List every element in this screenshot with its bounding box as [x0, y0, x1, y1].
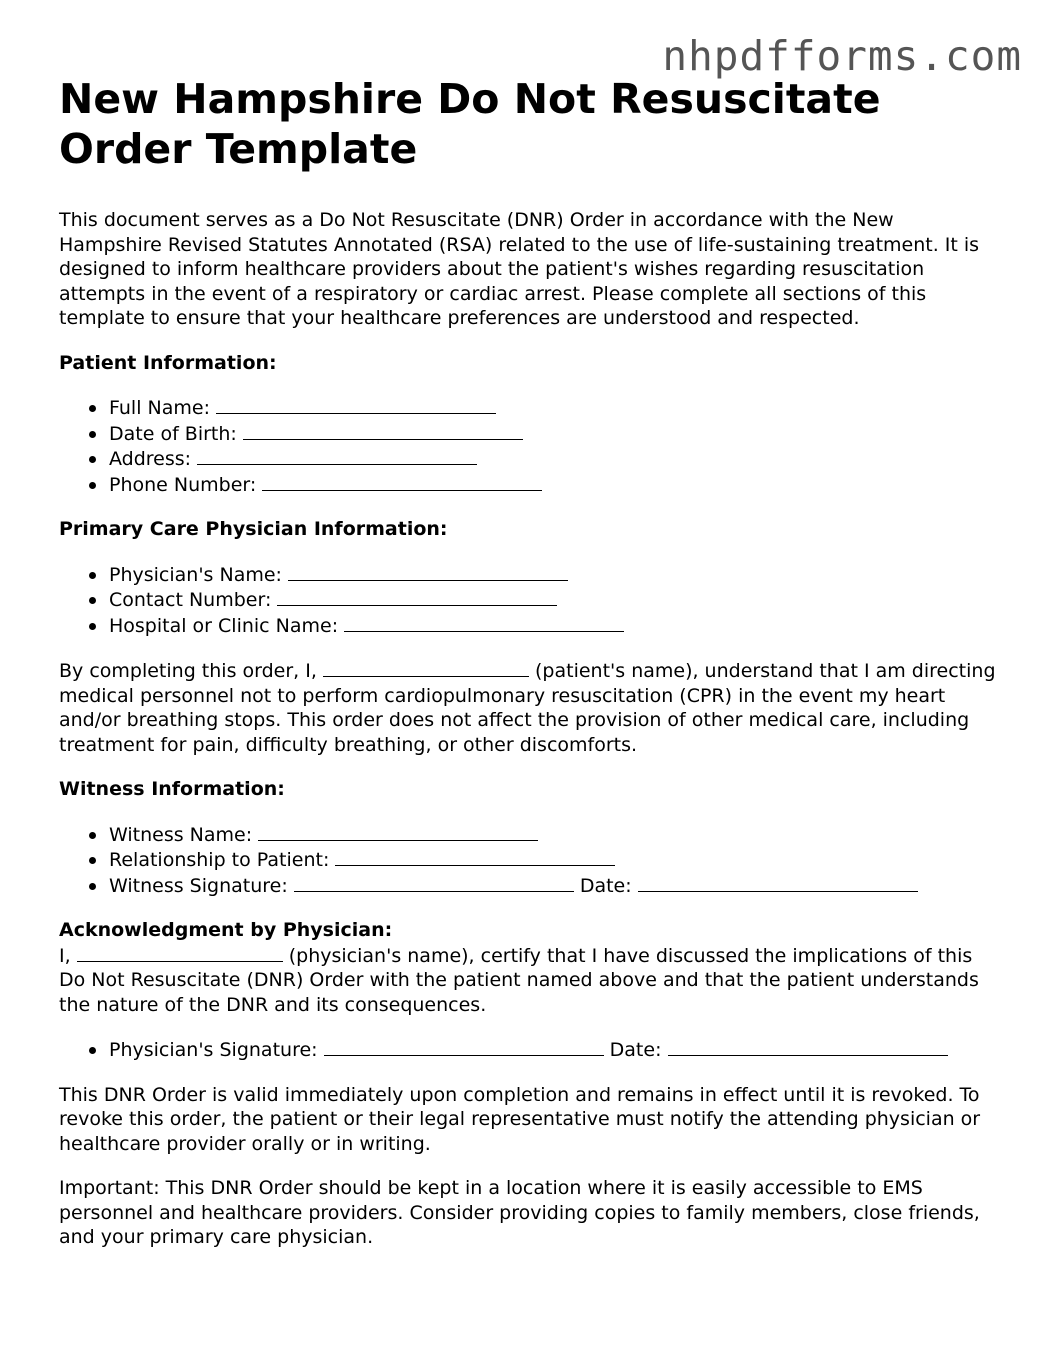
document-page — [59, 74, 999, 1270]
hospital-name-blank[interactable] — [344, 613, 624, 632]
physician-signature-blank[interactable] — [324, 1037, 604, 1056]
physician-fields — [59, 562, 999, 639]
witness-signature-field: Witness Signature: Date: — [109, 873, 999, 899]
physician-section-heading: Primary Care Physician Information: — [59, 518, 448, 540]
witness-date-blank[interactable] — [638, 873, 918, 892]
witness-name-blank[interactable] — [258, 822, 538, 841]
relationship-field: Relationship to Patient: — [109, 847, 999, 873]
witness-name-field: Witness Name: — [109, 822, 999, 848]
phone-number-blank[interactable] — [262, 472, 542, 491]
contact-number-field: Contact Number: — [109, 587, 999, 613]
physician-printed-name-blank[interactable] — [77, 943, 283, 962]
full-name-blank[interactable] — [216, 395, 496, 414]
watermark: nhpdfforms.com — [662, 32, 1022, 80]
address-blank[interactable] — [197, 446, 477, 465]
acknowledgment-heading: Acknowledgment by Physician: — [59, 919, 393, 941]
acknowledgment-fields — [59, 1037, 999, 1063]
phone-number-field: Phone Number: — [109, 472, 999, 498]
witness-fields — [59, 822, 999, 899]
full-name-field: Full Name: — [109, 395, 999, 421]
important-paragraph: Important: This DNR Order should be kept in a location where it is easily accessible to EMS personnel and healthcare providers. Consider providing copies to family members, close friends, and your primary care physician. — [59, 1177, 980, 1248]
date-of-birth-blank[interactable] — [243, 421, 523, 440]
consent-paragraph: By completing this order, I, (patient's name), understand that I am directing medical personnel not to perform cardiopulmonary resuscitation (CPR) in the event my heart and/or breathing stops. This order does not affect the provision of other medical care, including treatment for pain, difficulty breathing, or other discomforts. — [59, 660, 996, 756]
patient-name-blank[interactable] — [323, 658, 529, 677]
physician-name-blank[interactable] — [288, 562, 568, 581]
physician-signature-field: Physician's Signature: Date: — [109, 1037, 999, 1063]
date-of-birth-field: Date of Birth: — [109, 421, 999, 447]
physician-name-field: Physician's Name: — [109, 562, 999, 588]
intro-paragraph: This document serves as a Do Not Resuscitate (DNR) Order in accordance with the New Hampshire Revised Statutes Annotated (RSA) related to the use of life-sustaining treatment. It is designed to inform healthcare providers about the patient's wishes regarding resuscitation attempts in the event of a respiratory or cardiac arrest. Please complete all sections of this template to ensure that your healthcare preferences are understood and respected. — [59, 209, 980, 329]
address-field: Address: — [109, 446, 999, 472]
witness-signature-blank[interactable] — [294, 873, 574, 892]
patient-section-heading: Patient Information: — [59, 351, 277, 374]
validity-paragraph: This DNR Order is valid immediately upon completion and remains in effect until it is revoked. To revoke this order, the patient or their legal representative must notify the attending physician or healthcare provider orally or in writing. — [59, 1083, 981, 1155]
page-title: New Hampshire Do Not Resuscitate Order Template — [59, 75, 881, 173]
hospital-name-field: Hospital or Clinic Name: — [109, 613, 999, 639]
physician-date-blank[interactable] — [668, 1037, 948, 1056]
witness-section-heading: Witness Information: — [59, 778, 285, 800]
contact-number-blank[interactable] — [277, 587, 557, 606]
patient-fields — [59, 395, 999, 497]
acknowledgment-paragraph: I, (physician's name), certify that I have discussed the implications of this Do Not Resuscitate (DNR) Order with the patient named above and that the patient understands the nature of the DNR and its consequences. — [59, 944, 979, 1016]
relationship-blank[interactable] — [335, 847, 615, 866]
